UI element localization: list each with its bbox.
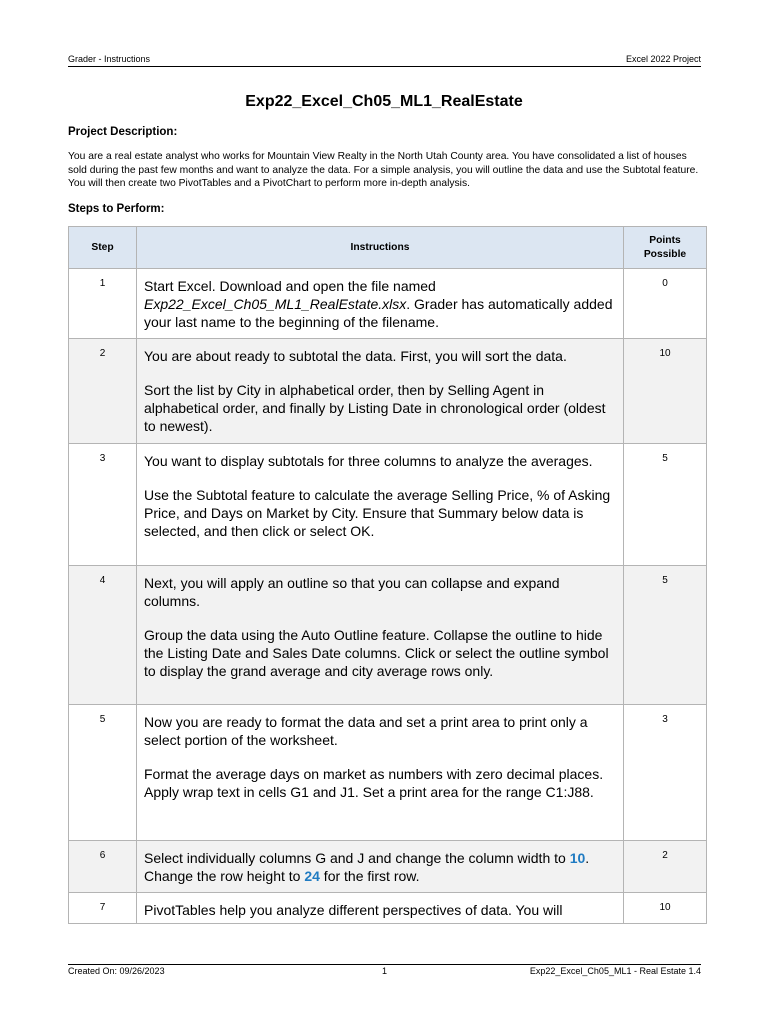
points-value: 10	[624, 339, 707, 444]
instruction-paragraph: You want to display subtotals for three columns to analyze the averages.	[144, 453, 593, 469]
table-row	[69, 841, 707, 893]
header-left-text: Grader - Instructions	[68, 54, 151, 64]
table-row	[69, 444, 707, 566]
instruction-paragraph: Use the Subtotal feature to calculate the average Selling Price, % of Asking Price, and Days on Market by City. Ensure that Summary below data is selected, and then click or select OK.	[144, 487, 611, 539]
table-row	[69, 339, 707, 444]
page-header	[68, 54, 701, 66]
points-value: 3	[624, 705, 707, 841]
header-instructions: Instructions	[137, 227, 624, 269]
steps-heading: Steps to Perform:	[68, 203, 165, 215]
project-description-heading: Project Description:	[68, 126, 178, 138]
points-value: 5	[624, 444, 707, 566]
header-divider	[68, 66, 701, 67]
step-instructions	[137, 893, 624, 924]
step-instructions	[137, 339, 624, 444]
instruction-paragraph: Group the data using the Auto Outline feature. Collapse the outline to hide the Listing Date and Sales Date columns. Click or select the outline symbol to display the grand average and city average rows only.	[144, 627, 609, 679]
document-title: Exp22_Excel_Ch05_ML1_RealEstate	[245, 93, 523, 110]
instruction-text: Start Excel. Download and open the file named	[144, 278, 436, 294]
instruction-text: . Grader has automatically added your last name to the beginning of the filename.	[144, 296, 613, 330]
table-row	[69, 893, 707, 924]
instruction-paragraph	[144, 277, 615, 331]
instruction-text: for the first row.	[319, 868, 420, 884]
header-points-line1: Points	[649, 235, 681, 246]
step-number: 4	[69, 566, 137, 705]
instruction-paragraph: Next, you will apply an outline so that you can collapse and expand columns.	[144, 575, 560, 609]
steps-table	[68, 226, 707, 924]
header-points	[624, 227, 707, 269]
step-number: 1	[69, 269, 137, 339]
footer-page-number: 1	[381, 966, 387, 976]
project-description-text: You are a real estate analyst who works for Mountain View Realty in the North Utah County area. You have consolidated a list of houses sold during the past few months and want to analyze the data. For a simple analysis, you will outline the data and use the Subtotal feature. You will then create two PivotTables and a PivotChart to perform more in-depth analysis.	[68, 151, 699, 189]
highlight-value: 24	[304, 868, 320, 884]
step-number: 2	[69, 339, 137, 444]
step-number: 6	[69, 841, 137, 893]
instruction-paragraph: Sort the list by City in alphabetical order, then by Selling Agent in alphabetical order, and finally by Listing Date in chronological order (oldest to newest).	[144, 382, 606, 434]
step-number: 5	[69, 705, 137, 841]
filename-text: Exp22_Excel_Ch05_ML1_RealEstate.xlsx	[144, 296, 407, 312]
instruction-paragraph: You are about ready to subtotal the data. First, you will sort the data.	[144, 348, 567, 364]
instruction-paragraph: PivotTables help you analyze different perspectives of data. You will	[144, 902, 563, 918]
table-header-row	[69, 227, 707, 269]
step-instructions	[137, 705, 624, 841]
header-points-line2: Possible	[643, 248, 687, 260]
footer-divider	[68, 964, 701, 965]
table-row	[69, 566, 707, 705]
page-footer	[68, 966, 701, 978]
step-instructions	[137, 444, 624, 566]
instruction-text: . Change the row height to	[144, 850, 590, 884]
step-instructions	[137, 269, 624, 339]
header-step: Step	[69, 227, 137, 269]
table-row	[69, 269, 707, 339]
footer-created-date: Created On: 09/26/2023	[68, 966, 165, 976]
instruction-paragraph: Now you are ready to format the data and set a print area to print only a select portion of the worksheet.	[144, 714, 588, 748]
points-value: 5	[624, 566, 707, 705]
instruction-paragraph: Format the average days on market as numbers with zero decimal places. Apply wrap text in cells G1 and J1. Set a print area for the range C1:J88.	[144, 766, 604, 800]
instruction-text: Select individually columns G and J and change the column width to	[144, 850, 570, 866]
table-row	[69, 705, 707, 841]
points-value: 2	[624, 841, 707, 893]
step-number: 3	[69, 444, 137, 566]
step-number: 7	[69, 893, 137, 924]
instruction-paragraph	[144, 849, 615, 885]
footer-doc-version: Exp22_Excel_Ch05_ML1 - Real Estate 1.4	[529, 966, 701, 976]
step-instructions	[137, 566, 624, 705]
points-value: 0	[624, 269, 707, 339]
step-instructions	[137, 841, 624, 893]
points-value: 10	[624, 893, 707, 924]
header-right-text: Excel 2022 Project	[625, 54, 701, 64]
highlight-value: 10	[569, 850, 586, 866]
